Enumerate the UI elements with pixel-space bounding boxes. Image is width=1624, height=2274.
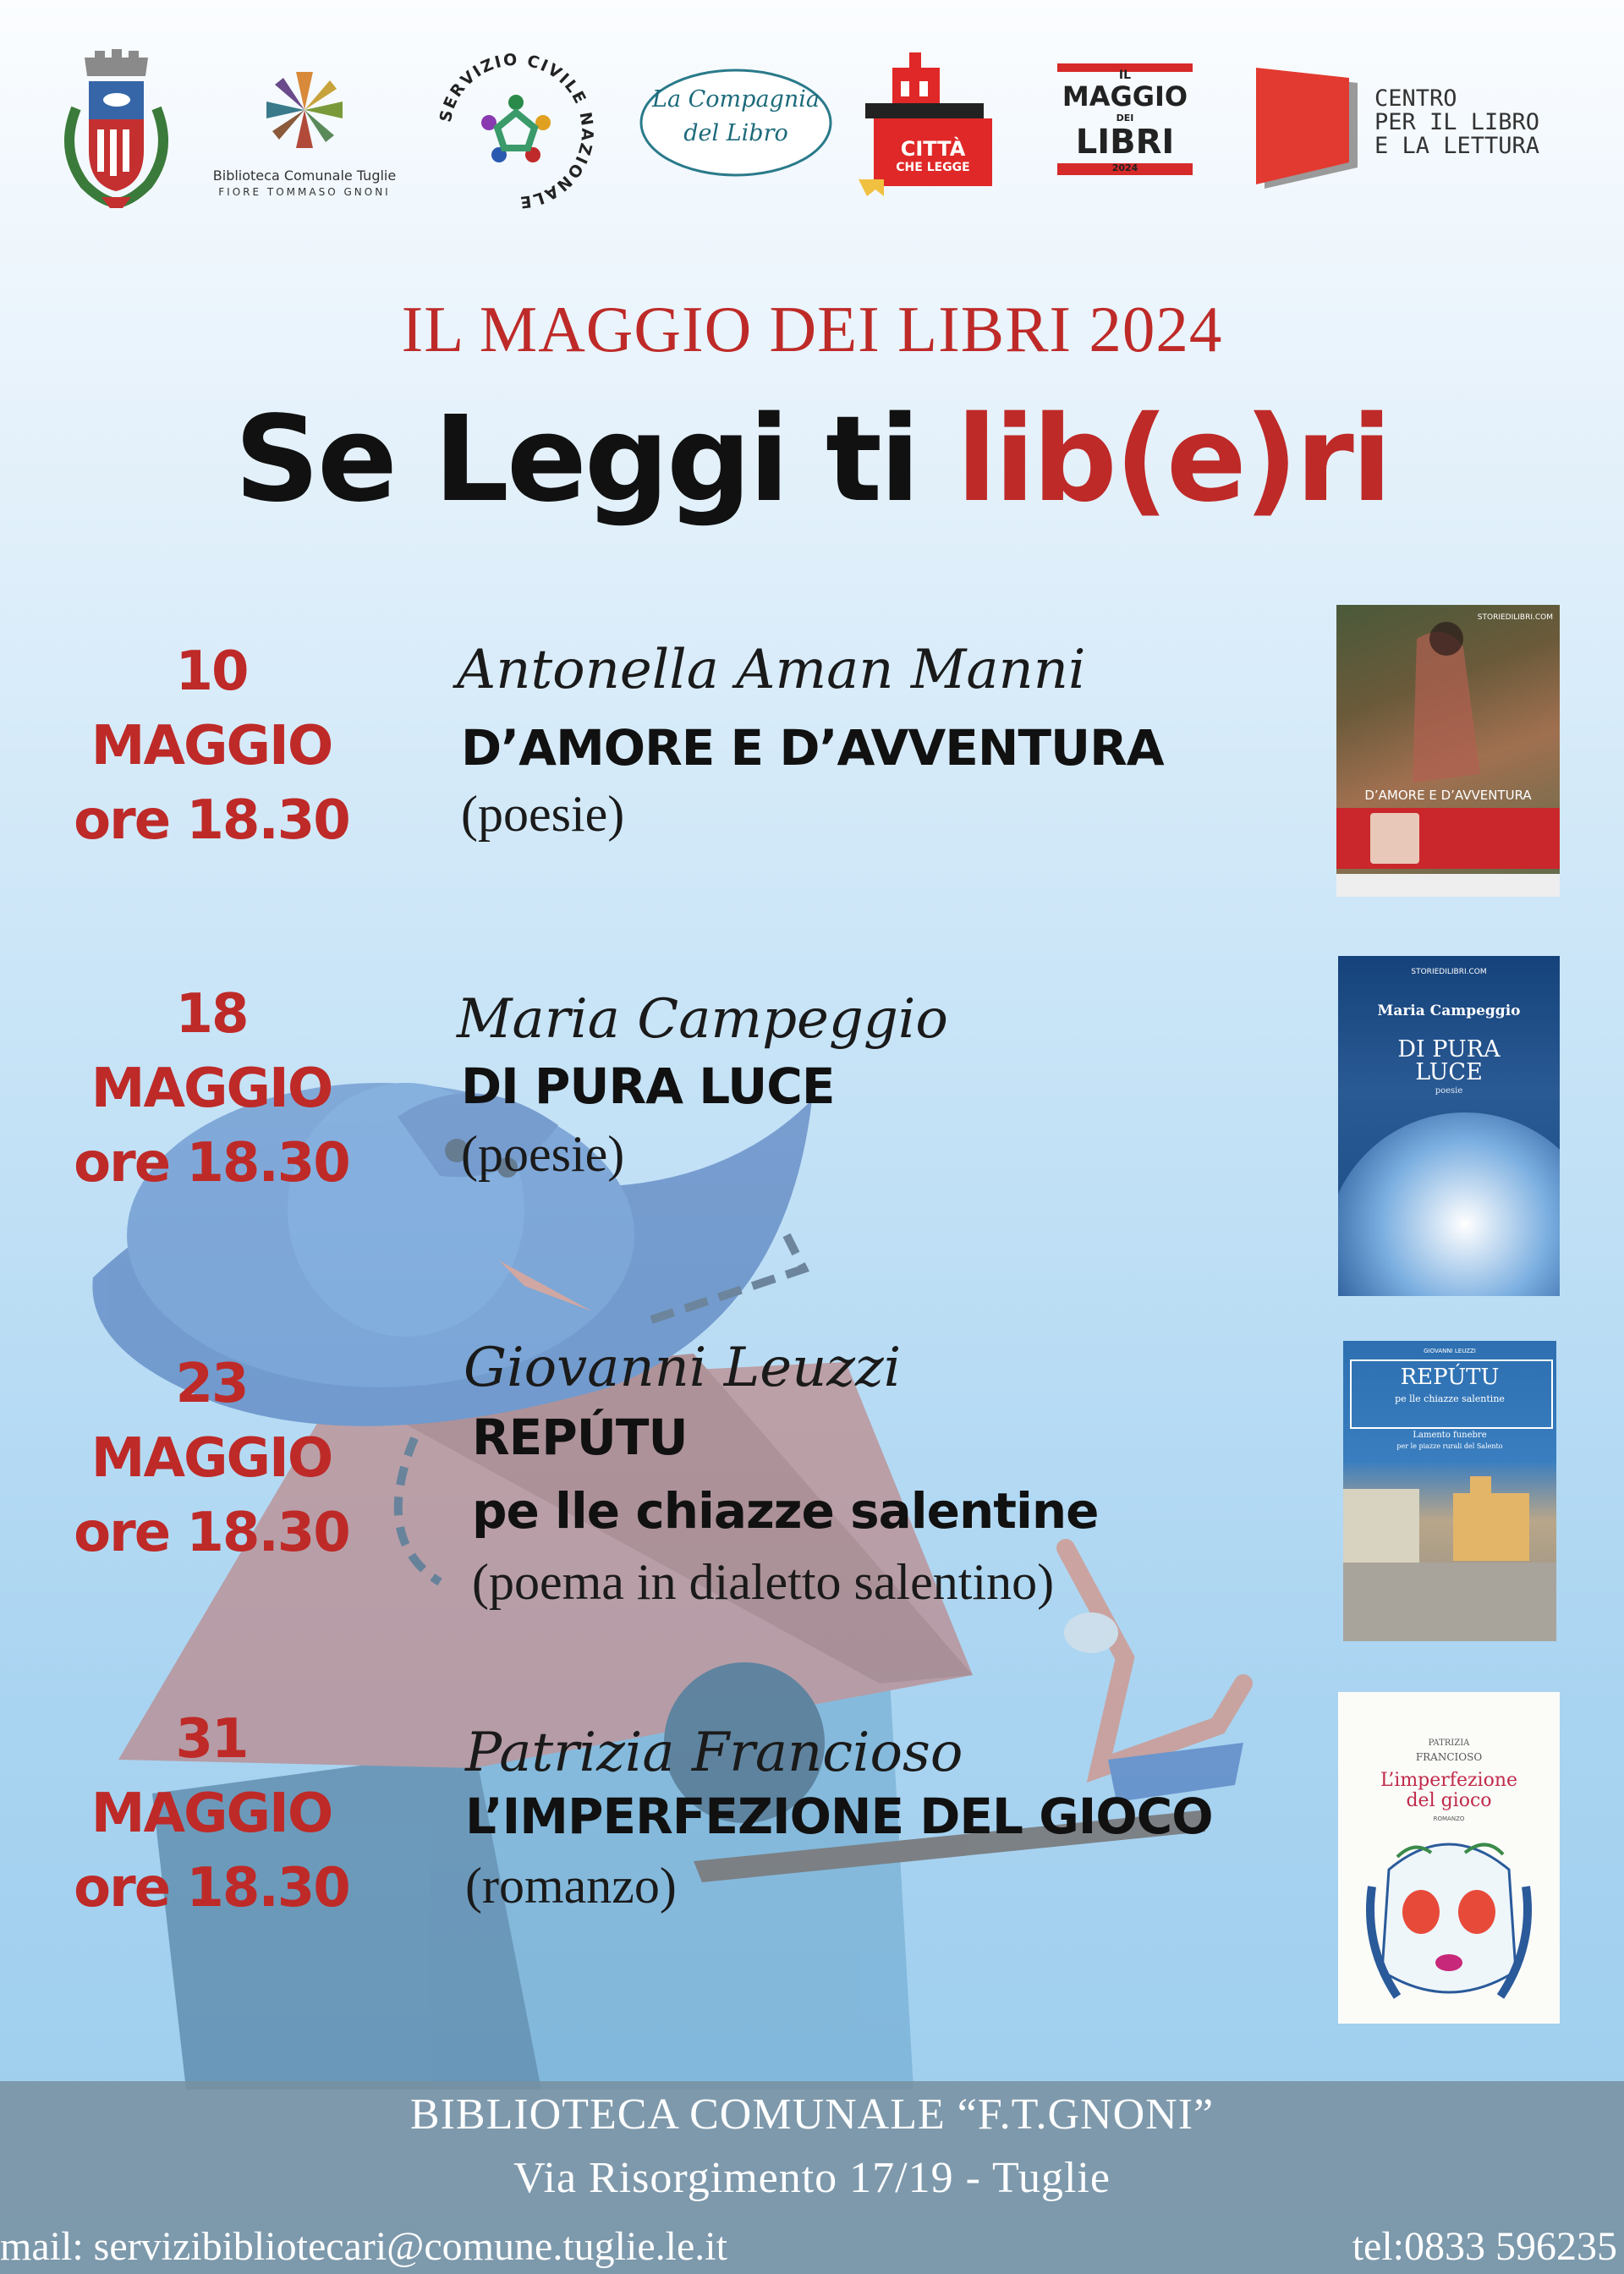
maggio-logo-dei: DEI xyxy=(1116,113,1134,124)
centro-per-il-libro-logo xyxy=(1248,66,1586,193)
event-4-month: MAGGIO xyxy=(91,1782,332,1845)
event-1-author: Antonella Aman Manni xyxy=(457,639,1086,701)
event-1-book-title: D’AMORE E D’AVVENTURA xyxy=(461,719,1164,777)
event-4-cover-sub: ROMANZO xyxy=(1433,1815,1465,1822)
servizio-civile-logo xyxy=(431,47,601,216)
tuglie-coat-of-arms-logo xyxy=(51,49,182,210)
maggio-logo-maggio: MAGGIO xyxy=(1062,80,1188,113)
event-4-book-cover xyxy=(1338,1692,1560,2024)
event-2-cover-publisher: STORIEDILIBRI.COM xyxy=(1411,968,1487,976)
event-1-cover-publisher: STORIEDILIBRI.COM xyxy=(1477,613,1553,622)
event-2-genre: (poesie) xyxy=(461,1126,625,1182)
event-3-day: 23 xyxy=(175,1353,248,1415)
event-3-cover-sub2: Lamento funebre xyxy=(1413,1431,1487,1440)
event-4-genre: (romanzo) xyxy=(465,1858,677,1914)
main-title-black: Se Leggi ti xyxy=(234,391,957,529)
event-2-time: ore 18.30 xyxy=(74,1132,349,1195)
biblioteca-tuglie-logo xyxy=(203,59,406,203)
event-2-author: Maria Campeggio xyxy=(457,988,948,1051)
compagnia-line1: La Compagnia xyxy=(652,86,820,113)
event-4-cover-title-2: del gioco xyxy=(1406,1790,1492,1811)
cepell-line1: CENTRO xyxy=(1374,85,1457,112)
event-4-author: Patrizia Francioso xyxy=(465,1722,963,1784)
event-3-cover-sub1: pe lle chiazze salentine xyxy=(1395,1393,1505,1404)
citta-che-legge-logo xyxy=(859,52,994,196)
event-3-genre: (poema in dialetto salentino) xyxy=(472,1554,1055,1610)
event-3-author: Giovanni Leuzzi xyxy=(464,1337,902,1399)
maggio-logo-year: 2024 xyxy=(1111,162,1138,173)
event-1-day: 10 xyxy=(175,640,248,703)
event-4-cover-author-1: PATRIZIA xyxy=(1428,1738,1470,1748)
event-3-book-cover xyxy=(1343,1341,1556,1641)
event-1-genre: (poesie) xyxy=(461,786,625,842)
citta-line1: CITTÀ xyxy=(900,137,966,161)
event-4-cover-author-2: FRANCIOSO xyxy=(1415,1751,1483,1763)
event-2-date xyxy=(51,977,372,1200)
maggio-logo-il: IL xyxy=(1118,69,1132,82)
event-1-book-cover xyxy=(1336,605,1560,897)
event-3-book-title: REPÚTU xyxy=(472,1409,688,1466)
maggio-logo-libri: LIBRI xyxy=(1075,123,1175,162)
compagnia-del-libro-logo xyxy=(639,68,833,178)
event-3-cover-title: REPÚTU xyxy=(1400,1365,1500,1390)
compagnia-line2: del Libro xyxy=(683,120,788,146)
event-2-cover-title-1: DI PURA xyxy=(1397,1036,1501,1063)
event-4-day: 31 xyxy=(175,1708,248,1771)
footer-email: mail: servizibibliotecari@comune.tuglie.le.it xyxy=(0,2224,727,2269)
event-2-cover-title-2: LUCE xyxy=(1415,1059,1483,1085)
main-title-red: lib(e)ri xyxy=(956,391,1390,529)
event-1-time: ore 18.30 xyxy=(74,789,349,852)
footer-library-name: BIBLIOTECA COMUNALE “F.T.GNONI” xyxy=(409,2090,1215,2139)
event-3-time: ore 18.30 xyxy=(74,1502,349,1564)
servizio-civile-text: SERVIZIO CIVILE NAZIONALE xyxy=(436,50,597,212)
event-1-cover-title: D’AMORE E D’AVVENTURA xyxy=(1364,788,1532,803)
event-3-month: MAGGIO xyxy=(91,1427,332,1490)
event-2-cover-sub: poesie xyxy=(1435,1086,1463,1096)
event-2-book-cover xyxy=(1338,956,1560,1296)
maggio-dei-libri-logo xyxy=(1057,63,1193,182)
cepell-line3: E LA LETTURA xyxy=(1374,133,1540,159)
cepell-line2: PER IL LIBRO xyxy=(1374,109,1540,135)
footer-address: Via Risorgimento 17/19 - Tuglie xyxy=(513,2154,1111,2202)
event-2-book-title: DI PURA LUCE xyxy=(461,1057,835,1115)
main-title xyxy=(0,391,1624,529)
event-title: IL MAGGIO DEI LIBRI 2024 xyxy=(401,293,1223,365)
event-1-month: MAGGIO xyxy=(91,715,332,777)
biblioteca-logo-subtitle: FIORE TOMMASO GNONI xyxy=(218,186,391,198)
citta-line2: CHE LEGGE xyxy=(896,161,970,174)
event-4-date xyxy=(51,1702,372,1925)
event-3-cover-sub3: per le piazze rurali del Salento xyxy=(1396,1442,1503,1450)
biblioteca-logo-name: Biblioteca Comunale Tuglie xyxy=(212,168,397,184)
event-2-cover-author: Maria Campeggio xyxy=(1377,1002,1521,1019)
event-3-date xyxy=(51,1347,372,1570)
event-2-month: MAGGIO xyxy=(91,1057,332,1120)
svg-text:SERVIZIO CIVILE NAZIONALE xyxy=(436,51,597,212)
event-4-book-title: L’IMPERFEZIONE DEL GIOCO xyxy=(465,1788,1213,1845)
event-3-book-subtitle: pe lle chiazze salentine xyxy=(472,1482,1099,1540)
event-4-time: ore 18.30 xyxy=(74,1857,349,1920)
event-4-cover-title-1: L’imperfezione xyxy=(1380,1770,1518,1791)
event-2-day: 18 xyxy=(175,983,248,1046)
event-1-date xyxy=(51,634,372,858)
event-3-cover-author: GIOVANNI LEUZZI xyxy=(1424,1348,1476,1354)
footer-phone: tel:0833 596235 xyxy=(1352,2224,1617,2269)
